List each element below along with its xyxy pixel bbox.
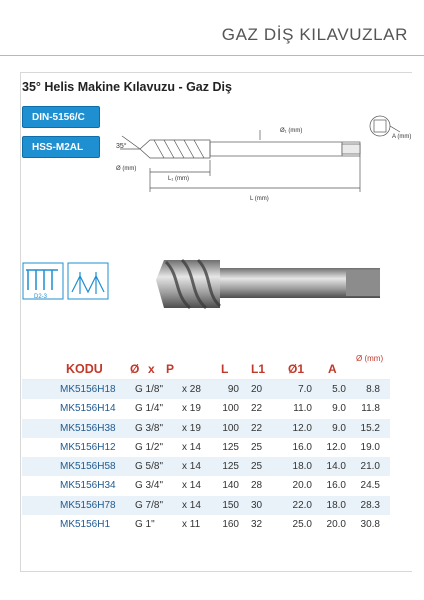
- table-row: [22, 399, 390, 418]
- table-row: [22, 380, 390, 399]
- cell-d1: 18.0: [292, 461, 312, 473]
- header-diam: Ø: [130, 362, 140, 376]
- table-row: [22, 438, 390, 457]
- cell-p: x 14: [182, 480, 201, 492]
- cell-p: x 19: [182, 403, 201, 415]
- cell-l1: 25: [251, 441, 263, 453]
- cell-l1: 28: [251, 480, 263, 492]
- cell-g: G 7/8": [135, 499, 164, 511]
- table-header: [22, 354, 390, 380]
- cell-p: x 14: [182, 441, 201, 453]
- cell-g: G 5/8": [135, 461, 164, 473]
- cell-l1: 30: [251, 499, 263, 511]
- cell-d: 30.8: [360, 519, 380, 531]
- cell-g: G 1": [135, 519, 155, 531]
- cell-d1: 7.0: [298, 384, 312, 395]
- d1-label: Ø₁ (mm): [280, 128, 303, 134]
- tolerance-label: D2-3: [34, 294, 48, 300]
- cell-l1: 22: [251, 422, 263, 434]
- cell-d: 11.8: [361, 403, 380, 415]
- cell-code: MK5156H1: [60, 519, 111, 531]
- cell-g: G 1/4": [135, 403, 164, 415]
- cell-code: MK5156H14: [60, 403, 116, 415]
- header-d: Ø (mm): [356, 354, 384, 363]
- application-pictograms: [22, 262, 112, 304]
- table-row: [22, 419, 390, 438]
- table-row: [22, 496, 390, 515]
- product-title: 35° Helis Makine Kılavuzu - Gaz Diş: [22, 80, 232, 94]
- cell-code: MK5156H18: [60, 384, 116, 395]
- cell-d: 21.0: [360, 461, 380, 473]
- cell-a: 5.0: [332, 384, 346, 395]
- cell-l: 125: [222, 441, 239, 453]
- cell-l: 140: [222, 480, 239, 492]
- cell-l: 150: [222, 499, 239, 511]
- header-x: x: [148, 362, 155, 376]
- cell-d: 8.8: [366, 384, 380, 395]
- cell-a: 9.0: [332, 422, 346, 434]
- cell-p: x 19: [182, 422, 201, 434]
- cell-a: 16.0: [326, 480, 346, 492]
- cell-code: MK5156H34: [60, 480, 116, 492]
- cell-d: 28.3: [360, 499, 380, 511]
- table-row: [22, 476, 390, 495]
- cell-l: 100: [222, 422, 239, 434]
- cell-code: MK5156H38: [60, 422, 116, 434]
- table-body: [22, 380, 390, 534]
- cell-code: MK5156H58: [60, 461, 116, 473]
- cell-l: 160: [222, 519, 239, 531]
- cell-p: x 14: [182, 461, 201, 473]
- cell-l: 90: [227, 384, 239, 395]
- table-row: [22, 515, 390, 534]
- cell-d: 24.5: [360, 480, 380, 492]
- a-label: A (mm): [392, 134, 412, 140]
- cell-l: 125: [222, 461, 239, 473]
- cell-a: 18.0: [326, 499, 346, 511]
- cell-a: 12.0: [326, 441, 346, 453]
- cell-d1: 11.0: [293, 403, 312, 415]
- cell-g: G 1/2": [135, 441, 164, 453]
- cell-g: G 3/4": [135, 480, 164, 492]
- d-label: Ø (mm): [116, 166, 137, 172]
- cell-d: 19.0: [360, 441, 380, 453]
- cell-d1: 16.0: [292, 441, 312, 453]
- table-row: [22, 457, 390, 476]
- cell-code: MK5156H78: [60, 499, 116, 511]
- header-code: KODU: [66, 362, 103, 376]
- l-label: L (mm): [250, 196, 269, 202]
- cell-l1: 25: [251, 461, 263, 473]
- cell-d1: 12.0: [292, 422, 312, 434]
- page-title: GAZ DİŞ KILAVUZLAR: [221, 25, 408, 44]
- cell-code: MK5156H12: [60, 441, 116, 453]
- cell-a: 20.0: [326, 519, 346, 531]
- cell-a: 9.0: [332, 403, 346, 415]
- cell-g: G 1/8": [135, 384, 164, 395]
- header-d1: Ø1: [288, 362, 305, 376]
- angle-label: 35°: [116, 143, 127, 150]
- cell-l1: 20: [251, 384, 263, 395]
- cell-p: x 28: [182, 384, 201, 395]
- header-l1: L1: [251, 362, 266, 376]
- cell-p: x 11: [182, 519, 201, 531]
- cell-l1: 32: [251, 519, 263, 531]
- header-a: A: [328, 362, 337, 376]
- specs-table: [22, 354, 390, 534]
- l1-label: L₁ (mm): [168, 176, 190, 182]
- cell-d: 15.2: [360, 422, 380, 434]
- page-header: [0, 0, 424, 56]
- cell-d1: 20.0: [292, 480, 312, 492]
- cell-d1: 22.0: [292, 499, 312, 511]
- header-l: L: [221, 362, 229, 376]
- cell-a: 14.0: [326, 461, 346, 473]
- cell-d1: 25.0: [292, 519, 312, 531]
- header-p: P: [166, 362, 175, 376]
- standard-badge: DIN-5156/C: [22, 106, 100, 128]
- tap-product-image: [150, 250, 390, 320]
- cell-l: 100: [222, 403, 239, 415]
- cell-g: G 3/8": [135, 422, 164, 434]
- cell-l1: 22: [251, 403, 263, 415]
- material-badge: HSS-M2AL: [22, 136, 100, 158]
- cell-p: x 14: [182, 499, 201, 511]
- tap-technical-drawing: [110, 106, 412, 206]
